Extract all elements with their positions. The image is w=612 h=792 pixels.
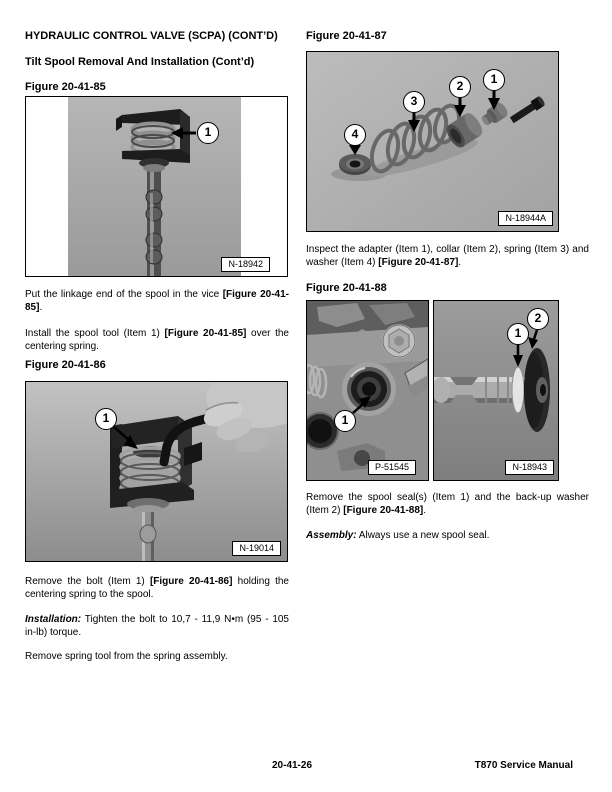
figure-88	[306, 300, 559, 481]
para-remove-bolt	[25, 575, 289, 601]
manual-title: T870 Service Manual	[474, 760, 573, 771]
installation-label: Installation:	[25, 614, 82, 625]
para-put-linkage	[25, 288, 289, 314]
figure-ref: [Figure 20-41-85]	[25, 289, 289, 313]
para-assembly-note	[306, 529, 589, 542]
callout-1-badge: 1	[334, 410, 356, 432]
figure-87-photo	[307, 52, 558, 231]
text-run: .	[458, 257, 462, 268]
callout-3-badge: 3	[403, 91, 425, 113]
para-installation-note	[25, 613, 289, 639]
figure-87-heading: Figure 20-41-87	[306, 30, 387, 42]
figure-85-heading: Figure 20-41-85	[25, 81, 106, 93]
photo-id-label: N-18943	[505, 460, 554, 475]
text-run: Tighten the bolt to 10,7 - 11,9 N•m (95 - 105 in-lb) torque.	[25, 614, 289, 638]
text-run: Always use a new spool seal.	[356, 530, 490, 541]
photo-id-label: N-18942	[221, 257, 270, 272]
figure-86	[25, 381, 288, 562]
callout-1-badge: 1	[197, 122, 219, 144]
para-remove-spring-tool	[25, 650, 289, 663]
text-run: Remove the spool seal(s) (Item 1) and the back-up washer (Item 2)	[306, 492, 589, 516]
figure-88-left-photo	[306, 300, 429, 481]
para-install-tool	[25, 327, 289, 353]
figure-ref: [Figure 20-41-86]	[149, 576, 233, 587]
section-title: HYDRAULIC CONTROL VALVE (SCPA) (CONT’D)	[25, 30, 278, 42]
callout-2-badge: 2	[527, 308, 549, 330]
text-run: over the centering spring.	[25, 328, 289, 352]
subsection-title: Tilt Spool Removal And Installation (Cont’d)	[25, 56, 255, 68]
callout-1-badge: 1	[95, 408, 117, 430]
text-run: .	[39, 302, 43, 313]
photo-id-label: N-18944A	[498, 211, 553, 226]
assembly-label: Assembly:	[306, 530, 357, 541]
figure-85	[25, 96, 288, 277]
figure-88-right-photo	[433, 300, 559, 481]
figure-88-heading: Figure 20-41-88	[306, 282, 387, 294]
figure-87	[306, 51, 559, 232]
text-run: Remove the bolt (Item 1)	[25, 576, 150, 587]
exploded-parts-illustration	[307, 52, 558, 231]
figure-86-photo	[26, 382, 287, 561]
para-remove-seal	[306, 491, 589, 517]
text-run: .	[423, 505, 427, 516]
figure-ref: [Figure 20-41-85]	[164, 328, 247, 339]
photo-id-label: N-19014	[232, 541, 281, 556]
para-inspect	[306, 243, 589, 269]
valve-body-illustration	[307, 301, 428, 480]
figure-86-heading: Figure 20-41-86	[25, 359, 106, 371]
callout-1-badge: 1	[507, 323, 529, 345]
text-run: holding the centering spring to the spool.	[25, 576, 289, 600]
text-run: Put the linkage end of the spool in the vice	[25, 289, 223, 300]
callout-4-badge: 4	[344, 124, 366, 146]
text-run: Remove spring tool from the spring assembly.	[25, 651, 228, 662]
photo-id-label: P-51545	[368, 460, 416, 475]
page-number: 20-41-26	[271, 760, 313, 771]
figure-ref: [Figure 20-41-88]	[343, 505, 424, 516]
figure-85-photo	[68, 97, 241, 276]
callout-1-badge: 1	[483, 69, 505, 91]
figure-ref: [Figure 20-41-87]	[378, 257, 459, 268]
callout-2-badge: 2	[449, 76, 471, 98]
text-run: Inspect the adapter (Item 1), collar (Item 2), spring (Item 3) and washer (Item 4)	[306, 244, 589, 268]
text-run: Install the spool tool (Item 1)	[25, 328, 165, 339]
bolt-removal-illustration	[26, 382, 287, 561]
